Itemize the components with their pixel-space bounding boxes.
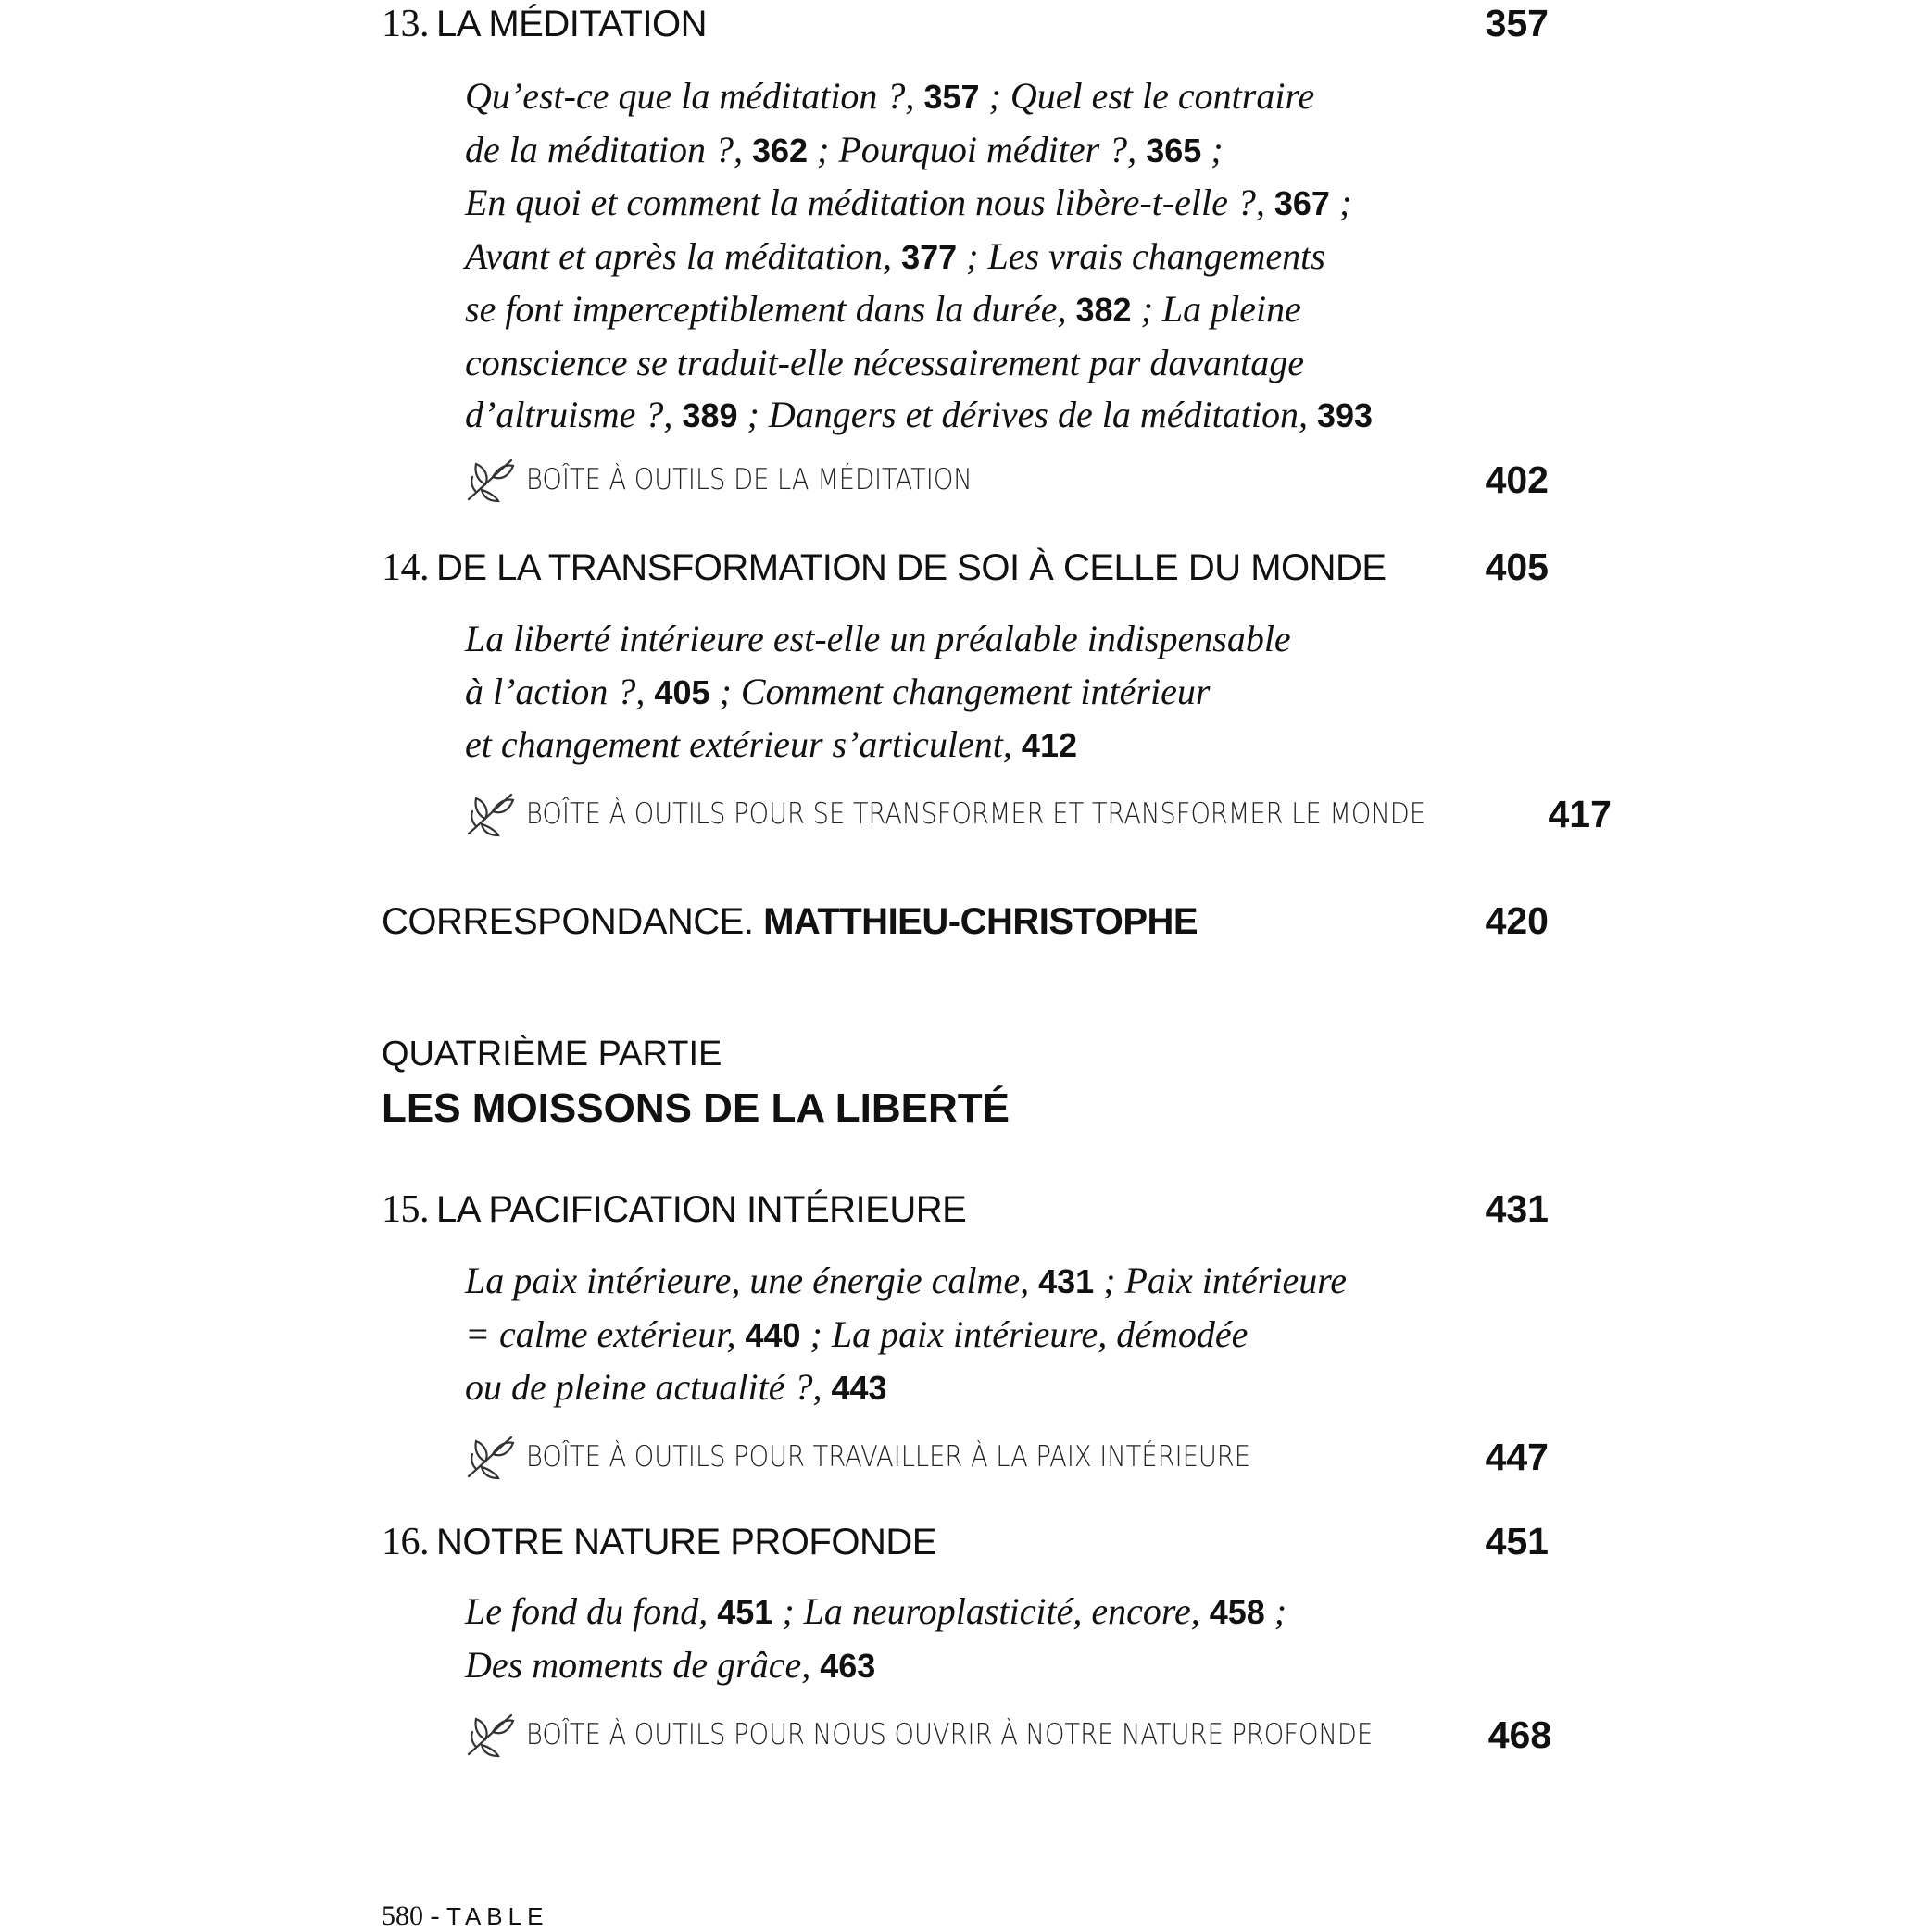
chapter-page-number: 431 xyxy=(1485,1187,1549,1230)
chapter-14-description xyxy=(465,613,1484,772)
description-line xyxy=(465,666,1484,720)
description-text: ; xyxy=(1329,182,1352,223)
correspondance-heading xyxy=(382,899,1549,943)
page-reference: 412 xyxy=(1021,726,1077,764)
description-text: ; xyxy=(1264,1590,1287,1632)
chapter-13-toolbox xyxy=(465,457,1549,503)
description-text: d’altruisme ?, xyxy=(465,394,683,435)
correspondance-names: MATTHIEU-CHRISTOPHE xyxy=(763,901,1198,942)
description-text: = calme extérieur, xyxy=(465,1312,746,1355)
description-line xyxy=(465,1639,1484,1693)
description-text: ; La pleine xyxy=(1131,288,1301,330)
chapter-page-number: 357 xyxy=(1485,2,1549,44)
page-reference: 365 xyxy=(1146,131,1202,169)
description-text: ; Paix intérieure xyxy=(1094,1260,1348,1301)
toolbox-page-number: 402 xyxy=(1485,458,1549,501)
page-reference: 389 xyxy=(682,396,738,434)
description-line xyxy=(465,389,1484,443)
description-text: se font imperceptiblement dans la durée, xyxy=(465,288,1076,330)
description-line xyxy=(465,1255,1484,1309)
description-line xyxy=(465,1361,1484,1415)
page-reference: 357 xyxy=(923,78,980,116)
page-reference: 362 xyxy=(751,131,809,169)
leaf-icon xyxy=(465,457,517,503)
toolbox-title: BOÎTE À OUTILS POUR SE TRANSFORMER ET TRANSFORMER LE MONDE xyxy=(526,797,1426,831)
chapter-page-number: 405 xyxy=(1485,546,1549,588)
chapter-title: LA MÉDITATION xyxy=(436,4,708,44)
description-line xyxy=(465,70,1484,124)
chapter-16-toolbox xyxy=(465,1712,1552,1758)
description-text: ; Quel est le contraire xyxy=(979,75,1315,117)
description-text: ; Comment changement intérieur xyxy=(709,670,1211,712)
correspondance-label: CORRESPONDANCE. xyxy=(382,901,754,942)
description-text: de la méditation ?, xyxy=(465,128,752,170)
chapter-number: 16. xyxy=(382,1521,429,1563)
page-reference: 443 xyxy=(831,1369,887,1407)
chapter-14-toolbox xyxy=(465,791,1612,837)
description-text: Qu’est-ce que la méditation ?, xyxy=(465,75,924,117)
leaf-icon xyxy=(465,1712,517,1758)
toolbox-title: BOÎTE À OUTILS POUR TRAVAILLER À LA PAIX INTÉRIEURE xyxy=(526,1440,1250,1474)
chapter-15-toolbox xyxy=(465,1434,1549,1480)
description-line xyxy=(465,231,1484,284)
chapter-title: NOTRE NATURE PROFONDE xyxy=(436,1522,936,1562)
chapter-16-heading xyxy=(382,1520,1549,1564)
description-text: ; La neuroplasticité, encore, xyxy=(772,1590,1210,1632)
page-reference: 405 xyxy=(654,672,710,711)
footer-page-number: 580 xyxy=(382,1901,423,1931)
chapter-13-description xyxy=(465,70,1484,443)
page-reference: 451 xyxy=(717,1593,773,1631)
footer-separator: - xyxy=(423,1901,446,1931)
correspondance-page-number: 420 xyxy=(1485,899,1549,942)
page-reference: 463 xyxy=(820,1646,876,1685)
chapter-15-description xyxy=(465,1255,1484,1415)
toolbox-title: BOÎTE À OUTILS DE LA MÉDITATION xyxy=(526,463,973,496)
toolbox-page-number: 417 xyxy=(1548,792,1612,835)
page-footer xyxy=(382,1901,548,1932)
page-reference: 431 xyxy=(1038,1262,1095,1300)
description-text: Avant et après la méditation, xyxy=(465,234,902,277)
description-text: et changement extérieur s’articulent, xyxy=(465,723,1022,765)
chapter-14-heading xyxy=(382,546,1549,590)
page-reference: 377 xyxy=(901,237,958,276)
chapter-15-heading xyxy=(382,1187,1549,1232)
description-line xyxy=(465,124,1484,178)
chapter-number: 13. xyxy=(382,3,429,45)
page-reference: 367 xyxy=(1274,184,1330,222)
description-line xyxy=(465,1309,1484,1362)
description-text: Le fond du fond, xyxy=(465,1590,718,1632)
description-text: Des moments de grâce, xyxy=(465,1643,821,1686)
description-text: ; Dangers et dérives de la méditation, xyxy=(737,394,1317,435)
footer-label: TABLE xyxy=(446,1902,549,1930)
description-text: En quoi et comment la méditation nous libère-t-elle ?, xyxy=(465,182,1274,223)
page-reference: 440 xyxy=(745,1315,801,1354)
description-text: ou de pleine actualité ?, xyxy=(465,1366,832,1408)
chapter-title: LA PACIFICATION INTÉRIEURE xyxy=(436,1189,967,1230)
description-text: La paix intérieure, une énergie calme, xyxy=(465,1260,1039,1301)
description-line xyxy=(465,719,1484,772)
toolbox-page-number: 468 xyxy=(1487,1712,1552,1756)
description-text: conscience se traduit-elle nécessairement par davantage xyxy=(465,341,1305,383)
description-line xyxy=(465,1586,1484,1639)
description-line xyxy=(465,613,1484,666)
description-line xyxy=(465,337,1484,390)
part-title: LES MOISSONS DE LA LIBERTÉ xyxy=(382,1085,1010,1131)
leaf-icon xyxy=(465,791,517,837)
page-reference: 458 xyxy=(1209,1593,1265,1631)
chapter-page-number: 451 xyxy=(1485,1520,1549,1562)
description-text: ; Pourquoi méditer ?, xyxy=(808,128,1147,170)
chapter-number: 15. xyxy=(382,1188,429,1231)
description-text: ; xyxy=(1201,128,1224,170)
chapter-number: 14. xyxy=(382,546,429,589)
description-text: ; La paix intérieure, démodée xyxy=(800,1312,1249,1355)
page-reference: 393 xyxy=(1316,396,1374,434)
part-label: QUATRIÈME PARTIE xyxy=(382,1035,722,1073)
page-reference: 382 xyxy=(1075,291,1132,329)
toolbox-title: BOÎTE À OUTILS POUR NOUS OUVRIR À NOTRE NATURE PROFONDE xyxy=(526,1718,1374,1751)
toolbox-page-number: 447 xyxy=(1485,1435,1549,1478)
description-text: ; Les vrais changements xyxy=(957,234,1325,277)
description-line xyxy=(465,283,1484,337)
description-text: La liberté intérieure est-elle un préalable indispensable xyxy=(465,618,1291,659)
chapter-title: DE LA TRANSFORMATION DE SOI À CELLE DU MONDE xyxy=(436,547,1387,588)
chapter-16-description xyxy=(465,1586,1484,1692)
description-line xyxy=(465,177,1484,231)
chapter-13-heading xyxy=(382,2,1549,46)
leaf-icon xyxy=(465,1434,517,1480)
description-text: à l’action ?, xyxy=(465,670,655,712)
